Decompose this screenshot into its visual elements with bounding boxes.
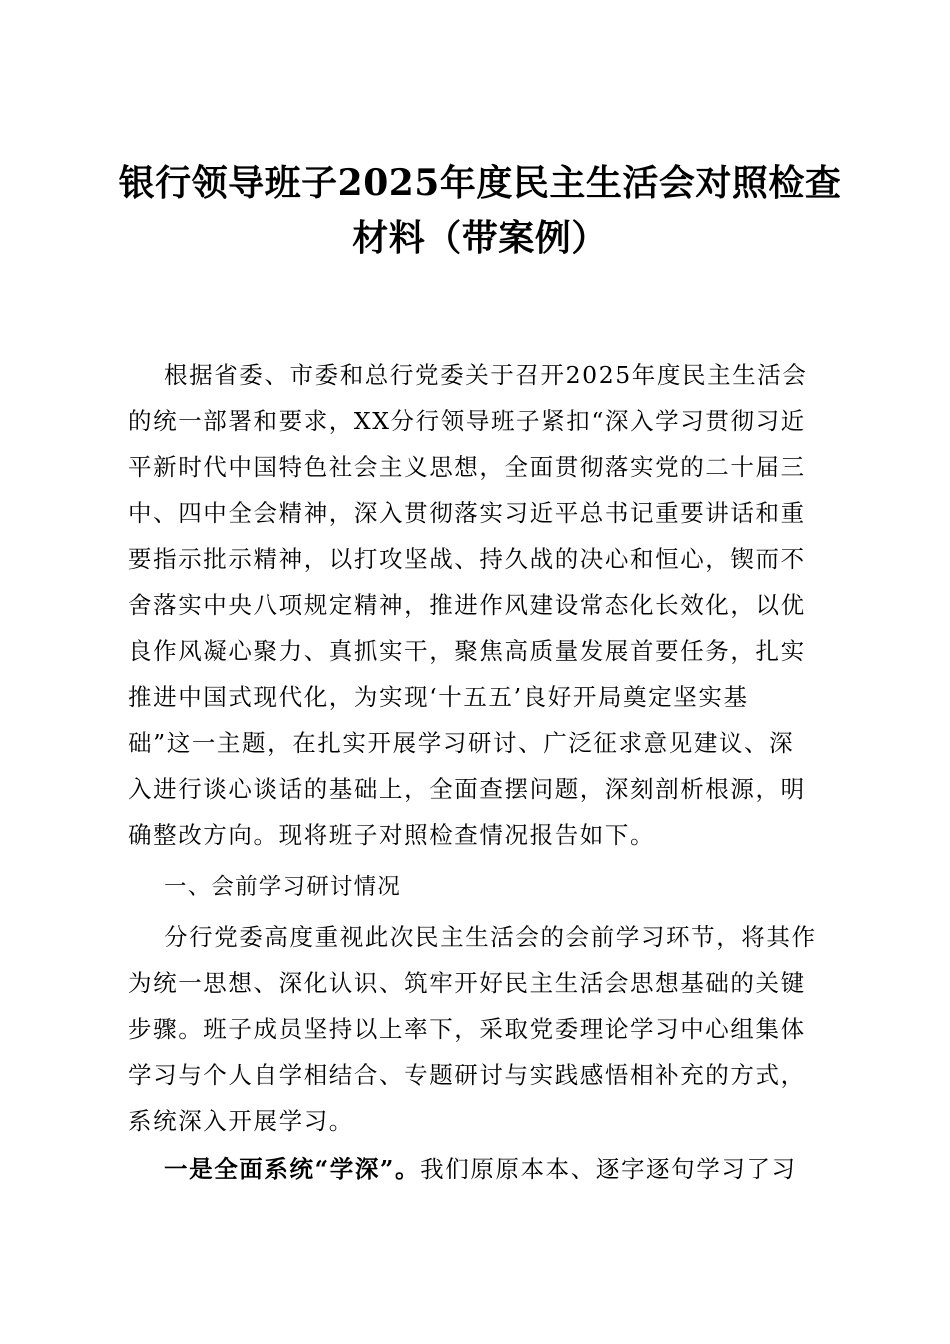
paragraph-line: 中、四中全会精神，深入贯彻落实习近平总书记重要讲话和重 — [128, 499, 806, 527]
document-title — [110, 156, 850, 266]
paragraph-line: 系统深入开展学习。 — [128, 1107, 354, 1135]
paragraph-line: 推进中国式现代化，为实现‘十五五’良好开局奠定坚实基 — [128, 683, 749, 711]
title-line-2: 材料（带案例） — [352, 217, 608, 259]
paragraph-line: 分行党委高度重视此次民主生活会的会前学习环节，将其作 — [164, 923, 817, 951]
paragraph-line: 要指示批示精神，以打攻坚战、持久战的决心和恒心，锲而不 — [128, 545, 806, 573]
paragraph-line: 步骤。班子成员坚持以上率下，采取党委理论学习中心组集体 — [128, 1015, 806, 1043]
paragraph-line: 良作风凝心聚力、真抓实干，聚焦高质量发展首要任务，扎实 — [128, 637, 806, 665]
paragraph-line: 的统一部署和要求，XX分行领导班子紧扣“深入学习贯彻习近 — [128, 407, 806, 435]
paragraph-line: 为统一思想、深化认识、筑牢开好民主生活会思想基础的关键 — [128, 969, 806, 997]
paragraph-line: 入进行谈心谈话的基础上，全面查摆问题，深刻剖析根源，明 — [128, 775, 806, 803]
paragraph-line: 确整改方向。现将班子对照检查情况报告如下。 — [128, 821, 656, 849]
paragraph-line: 根据省委、市委和总行党委关于召开2025年度民主生活会 — [164, 361, 808, 389]
title-line-1: 银行领导班子2025年度民主生活会对照检查 — [118, 162, 842, 204]
paragraph-line: 础”这一主题，在扎实开展学习研讨、广泛征求意见建议、深 — [128, 729, 795, 757]
paragraph-line: 舍落实中央八项规定精神，推进作风建设常态化长效化，以优 — [128, 591, 806, 619]
paragraph-line: 学习与个人自学相结合、专题研讨与实践感悟相补充的方式， — [128, 1061, 806, 1089]
paragraph-line: 平新时代中国特色社会主义思想，全面贯彻落实党的二十届三 — [128, 453, 806, 481]
section-heading: 一、会前学习研讨情况 — [164, 874, 402, 900]
point-text: 我们原原本本、逐字逐句学习了习 — [420, 1155, 797, 1183]
point-lead: 一是全面系统“学深”。 — [164, 1155, 421, 1183]
paragraph-line — [164, 1149, 797, 1189]
